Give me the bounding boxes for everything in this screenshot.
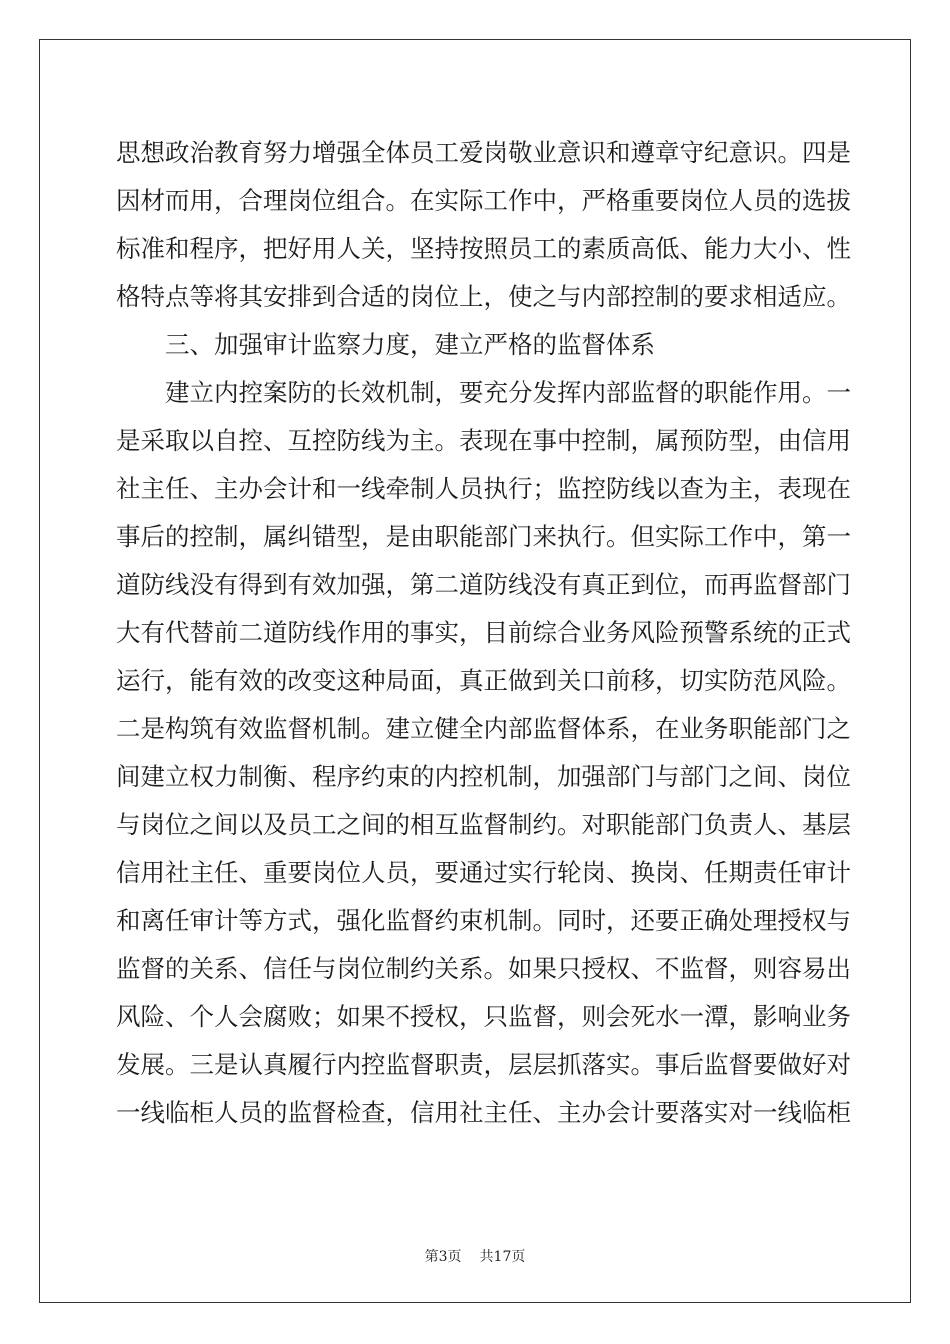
- document-body: [116, 129, 851, 1137]
- paragraph-line: 社主任、主办会计和一线牵制人员执行；监控防线以查为主，表现在: [116, 474, 851, 503]
- paragraph-line: 大有代替前二道防线作用的事实，目前综合业务风险预警系统的正式: [116, 618, 851, 647]
- paragraph-line: 与岗位之间以及员工之间的相互监督制约。对职能部门负责人、基层: [116, 810, 851, 839]
- paragraph-line: 和离任审计等方式，强化监督约束机制。同时，还要正确处理授权与: [116, 906, 851, 935]
- paragraph-line: 间建立权力制衡、程序约束的内控机制，加强部门与部门之间、岗位: [116, 762, 851, 791]
- page-number-current: 第3页: [424, 1249, 462, 1265]
- paragraph-line: 发展。三是认真履行内控监督职责，层层抓落实。事后监督要做好对: [116, 1050, 851, 1079]
- paragraph-line: 是采取以自控、互控防线为主。表现在事中控制，属预防型，由信用: [116, 426, 851, 455]
- paragraph-line: 事后的控制，属纠错型，是由职能部门来执行。但实际工作中，第一: [116, 522, 851, 551]
- paragraph-line: 二是构筑有效监督机制。建立健全内部监督体系，在业务职能部门之: [116, 714, 851, 743]
- page-number-total: 共17页: [479, 1249, 526, 1265]
- paragraph-line: 思想政治教育努力增强全体员工爱岗敬业意识和遵章守纪意识。四是: [116, 138, 851, 167]
- paragraph-line: 一线临柜人员的监督检查，信用社主任、主办会计要落实对一线临柜: [116, 1098, 851, 1127]
- paragraph-line: 因材而用，合理岗位组合。在实际工作中，严格重要岗位人员的选拔: [116, 186, 851, 215]
- paragraph-line: 道防线没有得到有效加强，第二道防线没有真正到位，而再监督部门: [116, 570, 851, 599]
- paragraph-line: 格特点等将其安排到合适的岗位上，使之与内部控制的要求相适应。: [116, 282, 851, 311]
- paragraph-line: 风险、个人会腐败；如果不授权，只监督，则会死水一潭，影响业务: [116, 1002, 851, 1031]
- page-footer: [0, 1246, 950, 1266]
- section-heading: 三、加强审计监察力度，建立严格的监督体系: [165, 330, 655, 359]
- paragraph-line: 建立内控案防的长效机制，要充分发挥内部监督的职能作用。一: [165, 378, 851, 407]
- paragraph-line: 信用社主任、重要岗位人员，要通过实行轮岗、换岗、任期责任审计: [116, 858, 851, 887]
- paragraph-line: 标准和程序，把好用人关，坚持按照员工的素质高低、能力大小、性: [116, 234, 851, 263]
- paragraph-line: 运行，能有效的改变这种局面，真正做到关口前移，切实防范风险。: [116, 666, 851, 695]
- paragraph-line: 监督的关系、信任与岗位制约关系。如果只授权、不监督，则容易出: [116, 954, 851, 983]
